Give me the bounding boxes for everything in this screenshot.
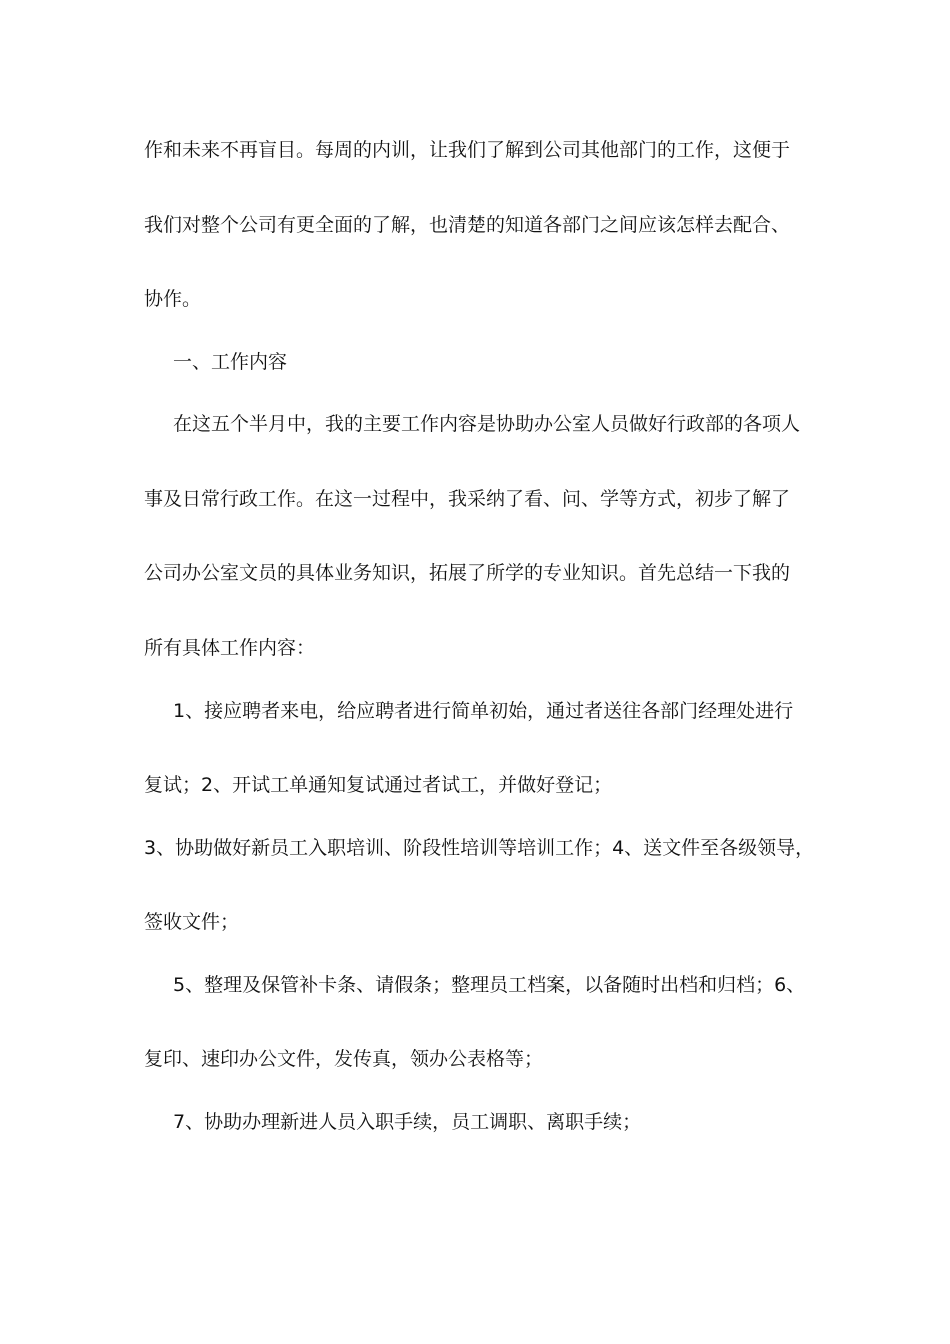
list-item-line-4: 签收文件； [144,911,240,933]
list-item-line-1: 1、接应聘者来电，给应聘者进行简单初始，通过者送往各部门经理处进行 [173,700,794,722]
paragraph-line-6: 事及日常行政工作。在这一过程中，我采纳了看、问、学等方式，初步了解了 [144,488,791,510]
list-item-line-7: 7、协助办理新进人员入职手续，员工调职、离职手续； [173,1111,642,1133]
paragraph-line-2: 我们对整个公司有更全面的了解，也清楚的知道各部门之间应该怎样去配合、 [144,214,791,236]
paragraph-line-8: 所有具体工作内容： [144,637,316,659]
list-item-line-2: 复试；2、开试工单通知复试通过者试工，并做好登记； [144,774,613,796]
list-item-line-6: 复印、速印办公文件，发传真，领办公表格等； [144,1048,544,1070]
paragraph-line-7: 公司办公室文员的具体业务知识，拓展了所学的专业知识。首先总结一下我的 [144,562,791,584]
paragraph-line-5: 在这五个半月中，我的主要工作内容是协助办公室人员做好行政部的各项人 [173,413,801,435]
section-heading: 一、工作内容 [173,351,288,373]
paragraph-line-3: 协作。 [144,288,202,310]
list-item-line-3: 3、协助做好新员工入职培训、阶段性培训等培训工作；4、送文件至各级领导， [144,837,815,859]
list-item-line-5: 5、整理及保管补卡条、请假条；整理员工档案，以备随时出档和归档；6、 [173,974,806,996]
paragraph-line-1: 作和未来不再盲目。每周的内训，让我们了解到公司其他部门的工作，这便于 [144,139,791,161]
